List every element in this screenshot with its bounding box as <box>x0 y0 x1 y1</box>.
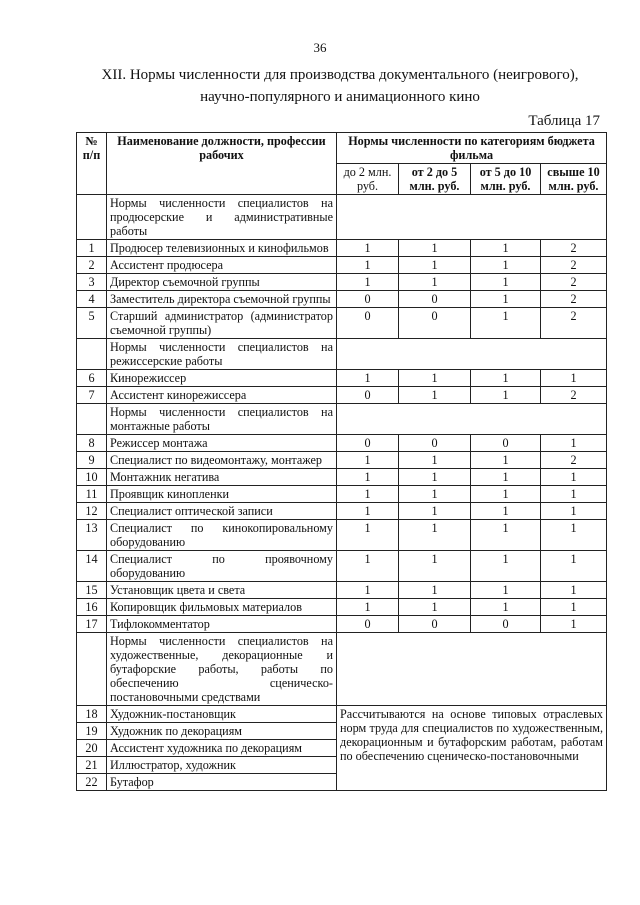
table-row <box>77 370 607 387</box>
norm-value-cat4: 1 <box>541 599 607 616</box>
norm-value-cat2: 0 <box>399 308 471 339</box>
row-number: 10 <box>77 469 107 486</box>
section-row <box>77 404 607 435</box>
position-name: Бутафор <box>107 774 337 791</box>
norm-value-cat4: 1 <box>541 370 607 387</box>
table-row <box>77 599 607 616</box>
norm-value-cat3: 1 <box>471 503 541 520</box>
norm-value-cat4: 2 <box>541 240 607 257</box>
norm-value-cat2: 1 <box>399 452 471 469</box>
norm-value-cat1: 1 <box>337 486 399 503</box>
norm-value-cat2: 1 <box>399 551 471 582</box>
row-number: 2 <box>77 257 107 274</box>
norm-value-cat1: 1 <box>337 599 399 616</box>
norm-value-cat2: 1 <box>399 240 471 257</box>
position-name: Тифлокомментатор <box>107 616 337 633</box>
norm-value-cat1: 1 <box>337 240 399 257</box>
table-row <box>77 452 607 469</box>
position-name: Специалист по кинокопировальному оборудованию <box>107 520 337 551</box>
norm-value-cat4: 2 <box>541 308 607 339</box>
table-row <box>77 706 607 723</box>
title-line-2: научно-популярного и анимационного кино <box>200 89 480 105</box>
position-name: Специалист по видеомонтажу, монтажер <box>107 452 337 469</box>
merged-note: Рассчитываются на основе типовых отраслевых норм труда для специалистов по художественным, декорационным и бутафорским работам, работам по обеспечению сценическо-постановочными <box>337 706 607 791</box>
norm-value-cat4: 2 <box>541 291 607 308</box>
norm-value-cat1: 1 <box>337 469 399 486</box>
norm-value-cat3: 1 <box>471 582 541 599</box>
norm-value-cat3: 1 <box>471 257 541 274</box>
section-heading: Нормы численности специалистов на режиссерские работы <box>107 339 337 370</box>
row-number: 19 <box>77 723 107 740</box>
table-row <box>77 616 607 633</box>
table-row <box>77 308 607 339</box>
table-row <box>77 274 607 291</box>
section-title <box>60 64 620 108</box>
row-number: 20 <box>77 740 107 757</box>
section-num-cell <box>77 404 107 435</box>
norm-value-cat4: 2 <box>541 387 607 404</box>
norm-value-cat1: 0 <box>337 616 399 633</box>
norm-value-cat3: 1 <box>471 240 541 257</box>
row-number: 9 <box>77 452 107 469</box>
table-row <box>77 486 607 503</box>
norm-value-cat3: 1 <box>471 469 541 486</box>
header-cat1: до 2 млн. руб. <box>337 164 399 195</box>
header-norms: Нормы численности по категориям бюджета фильма <box>337 133 607 164</box>
row-number: 15 <box>77 582 107 599</box>
norm-value-cat2: 0 <box>399 616 471 633</box>
norm-value-cat3: 1 <box>471 599 541 616</box>
norm-value-cat1: 0 <box>337 291 399 308</box>
title-line-1: XII. Нормы численности для производства документального (неигрового), <box>101 67 579 83</box>
row-number: 11 <box>77 486 107 503</box>
table-row <box>77 503 607 520</box>
norm-value-cat2: 1 <box>399 370 471 387</box>
position-name: Специалист оптической записи <box>107 503 337 520</box>
table-body <box>77 195 607 791</box>
norm-value-cat4: 2 <box>541 452 607 469</box>
position-name: Ассистент художника по декорациям <box>107 740 337 757</box>
position-name: Старший администратор (администратор съемочной группы) <box>107 308 337 339</box>
section-row <box>77 633 607 706</box>
position-name: Установщик цвета и света <box>107 582 337 599</box>
position-name: Заместитель директора съемочной группы <box>107 291 337 308</box>
position-name: Проявщик кинопленки <box>107 486 337 503</box>
position-name: Ассистент продюсера <box>107 257 337 274</box>
table-row <box>77 520 607 551</box>
norm-value-cat1: 0 <box>337 387 399 404</box>
row-number: 13 <box>77 520 107 551</box>
row-number: 22 <box>77 774 107 791</box>
norm-value-cat1: 1 <box>337 257 399 274</box>
norm-value-cat3: 0 <box>471 616 541 633</box>
norm-value-cat3: 1 <box>471 291 541 308</box>
norm-value-cat1: 1 <box>337 503 399 520</box>
norm-value-cat3: 1 <box>471 551 541 582</box>
section-row <box>77 339 607 370</box>
norm-value-cat4: 2 <box>541 274 607 291</box>
norm-value-cat4: 1 <box>541 503 607 520</box>
table-row <box>77 435 607 452</box>
norm-value-cat4: 1 <box>541 469 607 486</box>
norm-value-cat1: 0 <box>337 308 399 339</box>
row-number: 4 <box>77 291 107 308</box>
page-number: 36 <box>313 40 327 55</box>
norm-value-cat1: 1 <box>337 551 399 582</box>
row-number: 6 <box>77 370 107 387</box>
position-name: Монтажник негатива <box>107 469 337 486</box>
norm-value-cat1: 1 <box>337 520 399 551</box>
table-row <box>77 469 607 486</box>
norm-value-cat1: 0 <box>337 435 399 452</box>
norm-value-cat4: 1 <box>541 616 607 633</box>
table-label: Таблица 17 <box>528 113 600 129</box>
norm-value-cat2: 1 <box>399 503 471 520</box>
section-num-cell <box>77 633 107 706</box>
section-heading: Нормы численности специалистов на художественные, декорационные и бутафорские работы, работы по обеспечению сценическо-постановочными средствами <box>107 633 337 706</box>
position-name: Специалист по проявочному оборудованию <box>107 551 337 582</box>
norm-value-cat3: 1 <box>471 520 541 551</box>
position-name: Продюсер телевизионных и кинофильмов <box>107 240 337 257</box>
norm-value-cat4: 1 <box>541 486 607 503</box>
table-row <box>77 387 607 404</box>
table-row <box>77 291 607 308</box>
norm-value-cat4: 1 <box>541 520 607 551</box>
norm-value-cat1: 1 <box>337 274 399 291</box>
row-number: 18 <box>77 706 107 723</box>
norm-value-cat3: 1 <box>471 308 541 339</box>
norm-value-cat3: 1 <box>471 486 541 503</box>
norm-value-cat1: 1 <box>337 452 399 469</box>
norm-value-cat2: 1 <box>399 257 471 274</box>
norm-value-cat2: 1 <box>399 469 471 486</box>
position-name: Художник по декорациям <box>107 723 337 740</box>
section-heading: Нормы численности специалистов на продюсерские и административные работы <box>107 195 337 240</box>
row-number: 1 <box>77 240 107 257</box>
norm-value-cat4: 1 <box>541 582 607 599</box>
row-number: 17 <box>77 616 107 633</box>
header-cat2: от 2 до 5 млн. руб. <box>399 164 471 195</box>
norm-value-cat2: 1 <box>399 387 471 404</box>
row-number: 8 <box>77 435 107 452</box>
norm-value-cat2: 1 <box>399 520 471 551</box>
norm-value-cat3: 0 <box>471 435 541 452</box>
section-num-cell <box>77 195 107 240</box>
norm-value-cat4: 2 <box>541 257 607 274</box>
norm-value-cat4: 1 <box>541 551 607 582</box>
section-num-cell <box>77 339 107 370</box>
section-row <box>77 195 607 240</box>
norm-value-cat3: 1 <box>471 387 541 404</box>
section-empty-cell <box>337 339 607 370</box>
header-cat4: свыше 10 млн. руб. <box>541 164 607 195</box>
norm-value-cat1: 1 <box>337 582 399 599</box>
table-row <box>77 551 607 582</box>
position-name: Режиссер монтажа <box>107 435 337 452</box>
section-empty-cell <box>337 633 607 706</box>
position-name: Копировщик фильмовых материалов <box>107 599 337 616</box>
norm-value-cat4: 1 <box>541 435 607 452</box>
norm-value-cat2: 1 <box>399 599 471 616</box>
norm-value-cat2: 1 <box>399 582 471 599</box>
norm-value-cat1: 1 <box>337 370 399 387</box>
norm-value-cat2: 0 <box>399 291 471 308</box>
row-number: 7 <box>77 387 107 404</box>
norm-value-cat3: 1 <box>471 274 541 291</box>
position-name: Кинорежиссер <box>107 370 337 387</box>
table-row <box>77 240 607 257</box>
row-number: 12 <box>77 503 107 520</box>
staffing-norms-table <box>76 132 607 791</box>
header-name: Наименование должности, профессии рабочих <box>107 133 337 195</box>
section-empty-cell <box>337 404 607 435</box>
row-number: 21 <box>77 757 107 774</box>
table-row <box>77 582 607 599</box>
header-num: № п/п <box>77 133 107 195</box>
position-name: Художник-постановщик <box>107 706 337 723</box>
row-number: 3 <box>77 274 107 291</box>
norm-value-cat3: 1 <box>471 452 541 469</box>
norm-value-cat3: 1 <box>471 370 541 387</box>
norm-value-cat2: 1 <box>399 274 471 291</box>
section-empty-cell <box>337 195 607 240</box>
header-cat3: от 5 до 10 млн. руб. <box>471 164 541 195</box>
position-name: Директор съемочной группы <box>107 274 337 291</box>
section-heading: Нормы численности специалистов на монтажные работы <box>107 404 337 435</box>
row-number: 14 <box>77 551 107 582</box>
position-name: Иллюстратор, художник <box>107 757 337 774</box>
norm-value-cat2: 1 <box>399 486 471 503</box>
table-row <box>77 257 607 274</box>
norm-value-cat2: 0 <box>399 435 471 452</box>
row-number: 16 <box>77 599 107 616</box>
position-name: Ассистент кинорежиссера <box>107 387 337 404</box>
row-number: 5 <box>77 308 107 339</box>
